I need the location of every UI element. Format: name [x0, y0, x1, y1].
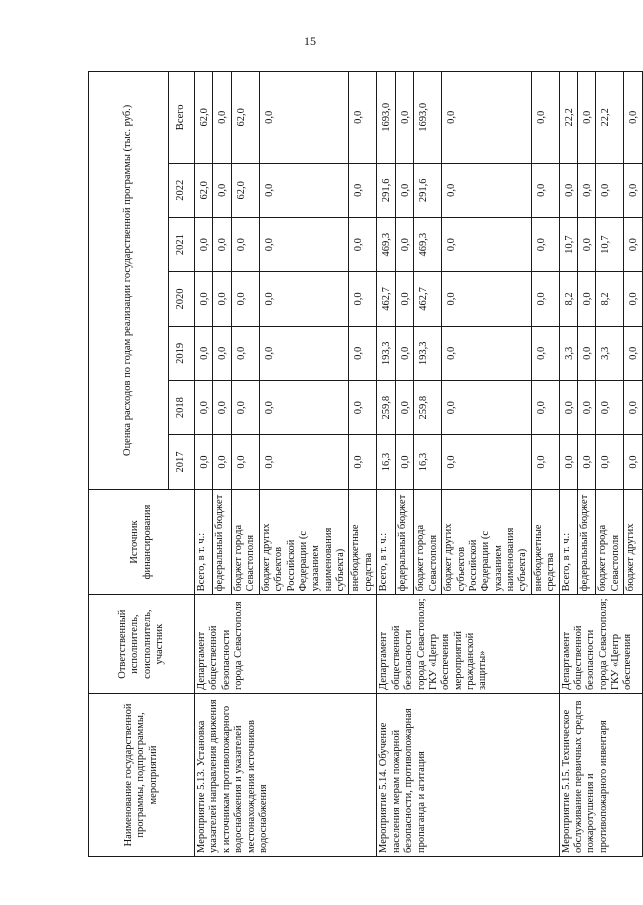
funding-source: внебюджетные средства	[531, 489, 559, 595]
measure-name: Мероприятие 5.13. Установка указателей направления движения к источникам противопожарного водоснабжения и указателей местонахождения источников водоснабжения	[195, 693, 377, 856]
value-cell: 0,0	[624, 381, 642, 435]
header-total: Всего	[169, 72, 195, 164]
value-cell: 0,0	[531, 217, 559, 271]
value-cell: 62,0	[231, 72, 259, 164]
value-cell: 0,0	[231, 381, 259, 435]
value-cell: 259,8	[414, 381, 442, 435]
value-cell: 0,0	[531, 326, 559, 380]
header-year: 2019	[169, 326, 195, 380]
value-cell: 0,0	[442, 272, 532, 326]
funding-source: федеральный бюджет	[395, 489, 413, 595]
measure-name: Мероприятие 5.15. Техническое обслуживание первичных средств пожаротушения и противопожарного инвентаря	[559, 693, 642, 856]
value-cell: 0,0	[442, 72, 532, 164]
funding-source: бюджет других субъектов Российской Федерации (с указанием наименования субъекта)	[259, 489, 349, 595]
measure-name: Мероприятие 5.14. Обучение населения мерам пожарной безопасности, противопожарная пропаганда и агитация	[377, 693, 559, 856]
value-cell: 0,0	[577, 326, 595, 380]
value-cell: 62,0	[195, 72, 213, 164]
value-cell: 0,0	[442, 163, 532, 217]
value-cell: 0,0	[531, 163, 559, 217]
value-cell: 1693,0	[414, 72, 442, 164]
value-cell: 0,0	[259, 217, 349, 271]
value-cell: 0,0	[596, 163, 624, 217]
value-cell: 193,3	[414, 326, 442, 380]
value-cell: 0,0	[559, 435, 577, 489]
funding-source: внебюджетные средства	[349, 489, 377, 595]
value-cell: 0,0	[624, 272, 642, 326]
funding-source: федеральный бюджет	[213, 489, 231, 595]
header-estimate: Оценка расходов по годам реализации государственной программы (тыс. руб.)	[89, 72, 169, 490]
value-cell: 0,0	[442, 326, 532, 380]
value-cell: 0,0	[577, 217, 595, 271]
value-cell: 0,0	[231, 272, 259, 326]
value-cell: 0,0	[213, 435, 231, 489]
value-cell: 10,7	[559, 217, 577, 271]
value-cell: 0,0	[213, 381, 231, 435]
value-cell: 0,0	[395, 272, 413, 326]
header-year: 2018	[169, 381, 195, 435]
value-cell: 0,0	[213, 326, 231, 380]
page-number: 15	[304, 34, 316, 48]
value-cell: 0,0	[349, 381, 377, 435]
header-executor: Ответственный исполнитель, соисполнитель, участник	[89, 595, 195, 694]
value-cell: 0,0	[195, 272, 213, 326]
value-cell: 0,0	[349, 72, 377, 164]
value-cell: 0,0	[259, 381, 349, 435]
header-year: 2022	[169, 163, 195, 217]
value-cell: 0,0	[213, 72, 231, 164]
value-cell: 0,0	[395, 435, 413, 489]
header-name: Наименование государственной программы, подпрограммы, мероприятий	[89, 693, 195, 856]
value-cell: 0,0	[259, 72, 349, 164]
value-cell: 0,0	[395, 72, 413, 164]
value-cell: 0,0	[577, 72, 595, 164]
value-cell: 0,0	[195, 217, 213, 271]
value-cell: 22,2	[596, 72, 624, 164]
value-cell: 0,0	[259, 163, 349, 217]
value-cell: 0,0	[213, 272, 231, 326]
value-cell: 0,0	[395, 217, 413, 271]
funding-source: бюджет города Севастополя	[231, 489, 259, 595]
budget-table	[88, 71, 643, 857]
value-cell: 0,0	[395, 326, 413, 380]
measure-executor: Департамент общественной безопасности города Севастополя; ГКУ «Центр обеспечения	[559, 595, 642, 694]
value-cell: 0,0	[442, 217, 532, 271]
value-cell: 0,0	[231, 326, 259, 380]
value-cell: 10,7	[596, 217, 624, 271]
value-cell: 0,0	[349, 217, 377, 271]
value-cell: 0,0	[213, 163, 231, 217]
value-cell: 22,2	[559, 72, 577, 164]
value-cell: 0,0	[624, 326, 642, 380]
value-cell: 0,0	[195, 435, 213, 489]
value-cell: 3,3	[596, 326, 624, 380]
rotated-table-frame	[88, 71, 640, 857]
value-cell: 0,0	[596, 381, 624, 435]
value-cell: 16,3	[377, 435, 395, 489]
value-cell: 0,0	[559, 381, 577, 435]
funding-source: Всего, в т. ч.:	[377, 489, 395, 595]
header-year: 2017	[169, 435, 195, 489]
value-cell: 0,0	[349, 163, 377, 217]
funding-source: Всего, в т. ч.:	[195, 489, 213, 595]
value-cell: 0,0	[395, 381, 413, 435]
value-cell: 0,0	[349, 272, 377, 326]
funding-source: бюджет других	[624, 489, 642, 595]
value-cell: 0,0	[577, 163, 595, 217]
value-cell: 0,0	[624, 163, 642, 217]
value-cell: 193,3	[377, 326, 395, 380]
funding-source: бюджет города Севастополя	[596, 489, 624, 595]
value-cell: 0,0	[577, 435, 595, 489]
table-row	[377, 72, 395, 857]
measure-executor: Департамент общественной безопасности города Севастополя	[195, 595, 377, 694]
value-cell: 0,0	[624, 72, 642, 164]
funding-source: бюджет других субъектов Российской Федерации (с указанием наименования субъекта)	[442, 489, 532, 595]
value-cell: 62,0	[195, 163, 213, 217]
value-cell: 0,0	[559, 163, 577, 217]
table-row	[195, 72, 213, 857]
value-cell: 0,0	[231, 217, 259, 271]
value-cell: 0,0	[531, 272, 559, 326]
value-cell: 0,0	[531, 435, 559, 489]
funding-source: федеральный бюджет	[577, 489, 595, 595]
value-cell: 0,0	[213, 217, 231, 271]
value-cell: 0,0	[349, 326, 377, 380]
table-row	[559, 72, 577, 857]
value-cell: 8,2	[559, 272, 577, 326]
value-cell: 469,3	[414, 217, 442, 271]
value-cell: 0,0	[195, 326, 213, 380]
value-cell: 0,0	[596, 435, 624, 489]
value-cell: 3,3	[559, 326, 577, 380]
value-cell: 0,0	[259, 272, 349, 326]
value-cell: 462,7	[414, 272, 442, 326]
value-cell: 0,0	[259, 435, 349, 489]
value-cell: 0,0	[531, 381, 559, 435]
value-cell: 469,3	[377, 217, 395, 271]
value-cell: 0,0	[442, 435, 532, 489]
value-cell: 1693,0	[377, 72, 395, 164]
header-year: 2021	[169, 217, 195, 271]
value-cell: 0,0	[259, 326, 349, 380]
value-cell: 0,0	[349, 435, 377, 489]
funding-source: бюджет города Севастополя	[414, 489, 442, 595]
value-cell: 8,2	[596, 272, 624, 326]
value-cell: 259,8	[377, 381, 395, 435]
value-cell: 0,0	[577, 272, 595, 326]
value-cell: 0,0	[624, 435, 642, 489]
value-cell: 0,0	[195, 381, 213, 435]
funding-source: Всего, в т. ч.:	[559, 489, 577, 595]
value-cell: 291,6	[377, 163, 395, 217]
header-year: 2020	[169, 272, 195, 326]
header-funding-source: Источник финансирования	[89, 489, 195, 595]
value-cell: 16,3	[414, 435, 442, 489]
value-cell: 0,0	[231, 435, 259, 489]
value-cell: 462,7	[377, 272, 395, 326]
value-cell: 291,6	[414, 163, 442, 217]
value-cell: 0,0	[531, 72, 559, 164]
value-cell: 62,0	[231, 163, 259, 217]
value-cell: 0,0	[577, 381, 595, 435]
value-cell: 0,0	[395, 163, 413, 217]
value-cell: 0,0	[442, 381, 532, 435]
measure-executor: Департамент общественной безопасности города Севастополя; ГКУ «Центр обеспечения мероприятий гражданской защиты»	[377, 595, 559, 694]
value-cell: 0,0	[624, 217, 642, 271]
